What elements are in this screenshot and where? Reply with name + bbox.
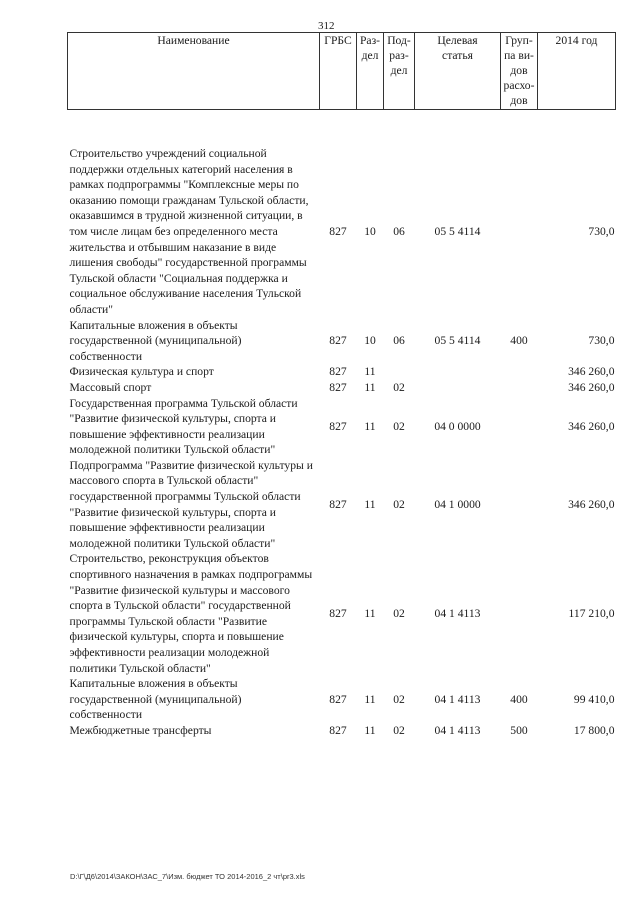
cell-grbs: 827 xyxy=(329,723,347,737)
budget-table xyxy=(67,32,616,739)
header-grbs: ГРБС xyxy=(320,33,357,110)
cell-name: Государственная программа Тульской области "Развитие физической культуры, спорта и повышение эффективности реализации молодежной политики Тульской области" xyxy=(69,396,298,457)
header-year: 2014 год xyxy=(538,33,616,110)
cell-amount: 99 410,0 xyxy=(573,692,615,706)
cell-celevaya: 04 1 4113 xyxy=(434,692,481,706)
cell-podrazdel: 02 xyxy=(393,380,405,394)
cell-razdel: 11 xyxy=(364,692,376,706)
cell-podrazdel: 02 xyxy=(393,607,405,621)
table-row xyxy=(68,676,616,723)
cell-gruppa: 400 xyxy=(510,334,528,348)
cell-podrazdel: 02 xyxy=(393,723,405,737)
cell-amount: 346 260,0 xyxy=(568,497,615,511)
table-row xyxy=(68,396,616,458)
cell-grbs: 827 xyxy=(329,419,347,433)
cell-razdel: 11 xyxy=(364,365,376,379)
table-row xyxy=(68,318,616,365)
cell-gruppa xyxy=(501,458,538,552)
cell-grbs: 827 xyxy=(329,365,347,379)
cell-celevaya: 04 1 4113 xyxy=(434,607,481,621)
cell-amount: 730,0 xyxy=(588,334,615,348)
table-row xyxy=(68,380,616,396)
cell-celevaya xyxy=(415,364,501,380)
cell-amount: 346 260,0 xyxy=(568,365,615,379)
page-number: 312 xyxy=(318,20,335,32)
spacer-row xyxy=(68,110,616,147)
cell-name: Межбюджетные трансферты xyxy=(69,723,212,737)
cell-celevaya: 04 1 4113 xyxy=(434,723,481,737)
cell-podrazdel: 02 xyxy=(393,692,405,706)
cell-razdel: 10 xyxy=(364,224,376,238)
cell-name: Строительство, реконструкция объектов спортивного назначения в рамках подпрограммы "Развитие физической культуры и массового спорта в Тульской области" государственной программы Тульской области "Развитие физической культуры, спорта и повышение эффективности реализации молодежной политики Тульской области" xyxy=(69,552,313,675)
cell-podrazdel: 06 xyxy=(393,224,405,238)
cell-podrazdel xyxy=(384,364,415,380)
cell-gruppa xyxy=(501,551,538,676)
cell-gruppa xyxy=(501,396,538,458)
cell-gruppa: 400 xyxy=(510,692,528,706)
cell-grbs: 827 xyxy=(329,380,347,394)
cell-grbs: 827 xyxy=(329,607,347,621)
header-razdel: Раз- дел xyxy=(357,33,384,110)
cell-gruppa xyxy=(501,364,538,380)
cell-podrazdel: 02 xyxy=(393,497,405,511)
cell-name: Подпрограмма "Развитие физической культуры и массового спорта в Тульской области" государственной программы Тульской области "Развитие физической культуры, спорта и повышение эффективности реализации молодежной политики Тульской области" xyxy=(69,458,313,550)
cell-name: Строительство учреждений социальной поддержки отдельных категорий населения в рамках подпрограммы "Комплексные меры по оказанию помощи гражданам Тульской области, оказавшимся в трудной жизненной ситуации, в том числе лицам без определенного места жительства и отбывшим наказание в виде лишения свободы" государственной программы Тульской области "Социальная поддержка и социальное обслуживание населения Тульской области" xyxy=(69,147,309,316)
table-row xyxy=(68,364,616,380)
cell-celevaya: 04 1 0000 xyxy=(434,497,481,511)
cell-razdel: 10 xyxy=(364,334,376,348)
header-podrazdel: Под- раз- дел xyxy=(384,33,415,110)
cell-gruppa xyxy=(501,146,538,318)
cell-name: Физическая культура и спорт xyxy=(69,365,214,379)
cell-celevaya xyxy=(415,380,501,396)
cell-razdel: 11 xyxy=(364,723,376,737)
cell-celevaya: 05 5 4114 xyxy=(434,224,481,238)
cell-amount: 346 260,0 xyxy=(568,380,615,394)
cell-razdel: 11 xyxy=(364,497,376,511)
cell-razdel: 11 xyxy=(364,607,376,621)
header-name: Наименование xyxy=(68,33,320,110)
table-row xyxy=(68,551,616,676)
header-celevaya: Целевая статья xyxy=(415,33,501,110)
cell-amount: 17 800,0 xyxy=(573,723,615,737)
cell-grbs: 827 xyxy=(329,497,347,511)
cell-gruppa xyxy=(501,380,538,396)
cell-grbs: 827 xyxy=(329,224,347,238)
table-row xyxy=(68,146,616,318)
table-row xyxy=(68,723,616,739)
cell-amount: 117 210,0 xyxy=(568,607,615,621)
table-header xyxy=(68,33,616,110)
cell-razdel: 11 xyxy=(364,380,376,394)
cell-celevaya: 05 5 4114 xyxy=(434,334,481,348)
cell-grbs: 827 xyxy=(329,692,347,706)
cell-name: Капитальные вложения в объекты государственной (муниципальной) собственности xyxy=(69,677,242,722)
cell-amount: 730,0 xyxy=(588,224,615,238)
header-gruppa: Груп- па ви- дов расхо- дов xyxy=(501,33,538,110)
cell-celevaya: 04 0 0000 xyxy=(434,419,481,433)
cell-grbs: 827 xyxy=(329,334,347,348)
cell-name: Капитальные вложения в объекты государственной (муниципальной) собственности xyxy=(69,318,242,363)
table-body xyxy=(68,110,616,739)
cell-razdel: 11 xyxy=(364,419,376,433)
footer-file-path: D:\Г\Д6\2014\ЗАКОН\ЗАС_7\Изм. бюджет ТО 2014-2016_2 чт\pr3.xls xyxy=(70,872,305,881)
cell-name: Массовый спорт xyxy=(69,380,152,394)
cell-podrazdel: 06 xyxy=(393,334,405,348)
cell-amount: 346 260,0 xyxy=(568,419,615,433)
table-row xyxy=(68,458,616,552)
cell-podrazdel: 02 xyxy=(393,419,405,433)
cell-gruppa: 500 xyxy=(510,723,528,737)
